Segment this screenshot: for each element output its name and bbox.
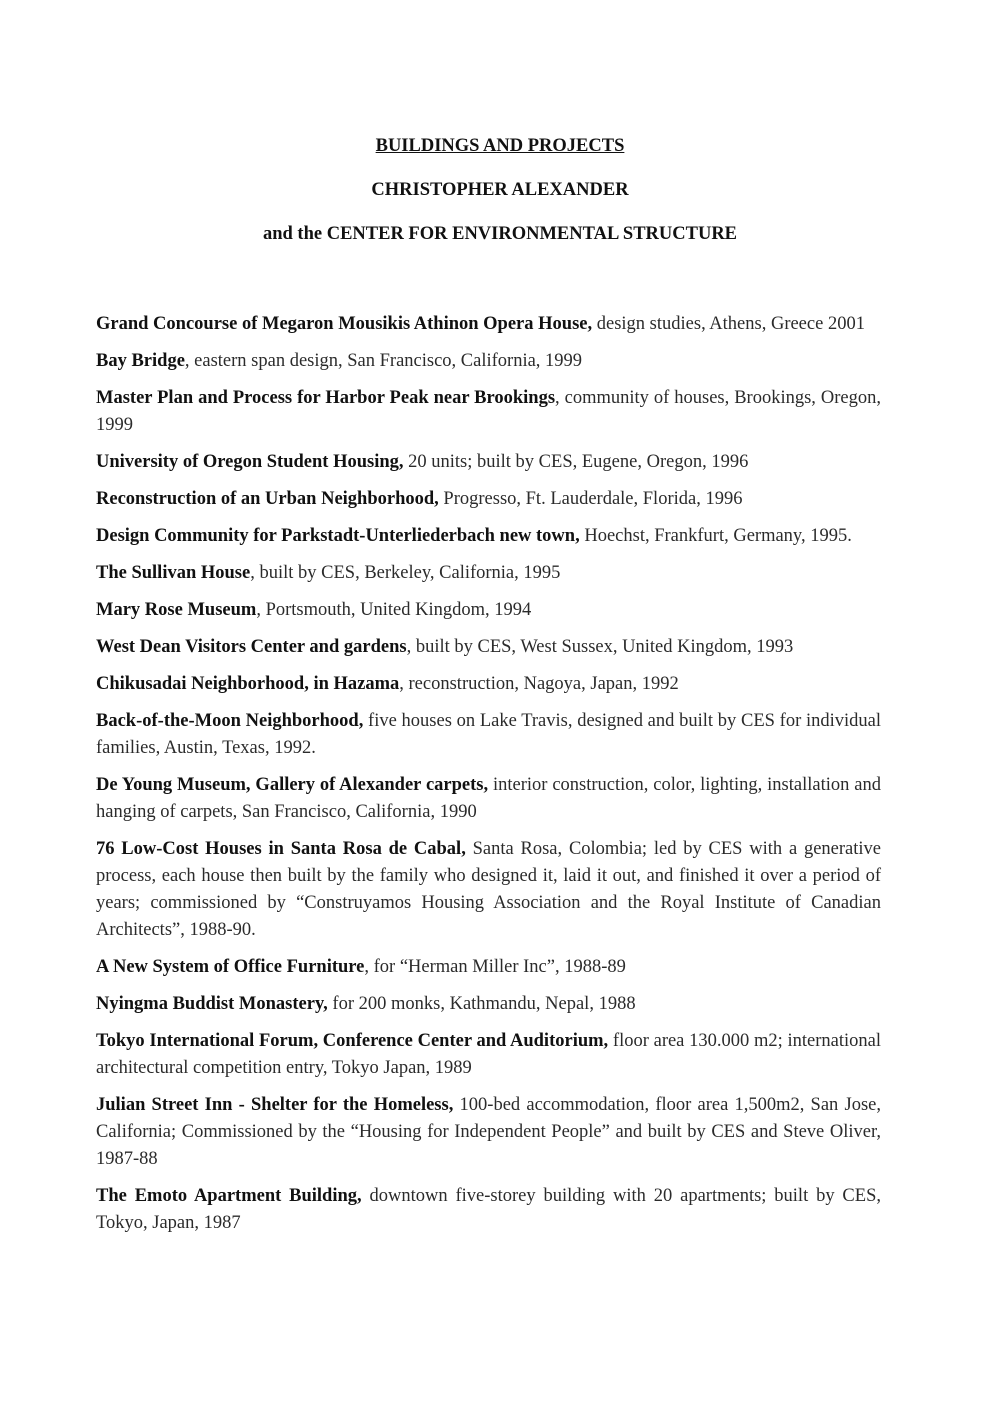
project-description: , for “Herman Miller Inc”, 1988-89 <box>364 957 626 977</box>
project-name: The Sullivan House <box>96 563 251 583</box>
project-name: University of Oregon Student Housing, <box>96 452 404 472</box>
project-name: Grand Concourse of Megaron Mousikis Athinon Opera House, <box>96 314 593 334</box>
project-description: , reconstruction, Nagoya, Japan, 1992 <box>399 674 679 694</box>
project-name: 76 Low-Cost Houses in Santa Rosa de Cabal, <box>96 839 466 859</box>
list-item <box>96 385 881 439</box>
list-item <box>96 1092 881 1173</box>
project-name: West Dean Visitors Center and gardens <box>96 637 407 657</box>
project-name: Reconstruction of an Urban Neighborhood, <box>96 489 439 509</box>
project-name: Nyingma Buddist Monastery, <box>96 994 328 1014</box>
list-item <box>96 311 881 338</box>
project-description: 100-bed accommodation, floor area 1,500m2, San Jose, California; Commissioned by the “Housing for Independent People” and built by CES and Steve Oliver, 1987-88 <box>96 1095 881 1169</box>
project-description: interior construction, color, lighting, installation and hanging of carpets, San Francisco, California, 1990 <box>96 775 881 822</box>
list-item <box>96 772 881 826</box>
list-item <box>96 991 881 1018</box>
project-description: , eastern span design, San Francisco, California, 1999 <box>184 351 583 371</box>
project-name: Design Community for Parkstadt-Unterliederbach new town, <box>96 526 580 546</box>
project-description: , built by CES, Berkeley, California, 1995 <box>250 563 561 583</box>
project-description: Progresso, Ft. Lauderdale, Florida, 1996 <box>438 489 743 509</box>
list-item <box>96 1028 881 1082</box>
project-description: , community of houses, Brookings, Oregon, 1999 <box>96 388 881 435</box>
project-description: floor area 130.000 m2; international architectural competition entry, Tokyo Japan, 1989 <box>96 1031 881 1078</box>
project-description: , Portsmouth, United Kingdom, 1994 <box>256 600 532 620</box>
project-description: for 200 monks, Kathmandu, Nepal, 1988 <box>327 994 636 1014</box>
document-title: BUILDINGS AND PROJECTS <box>375 136 625 156</box>
project-name: Master Plan and Process for Harbor Peak near Brookings <box>96 388 556 408</box>
list-item <box>96 348 881 375</box>
list-item <box>96 1183 881 1237</box>
author-heading: CHRISTOPHER ALEXANDER <box>371 180 629 200</box>
list-item <box>96 671 881 698</box>
list-item <box>96 560 881 587</box>
project-description: Santa Rosa, Colombia; led by CES with a generative process, each house then built by the family who designed it, laid it out, and finished it over a period of years; commissioned by “Construyamos Housing Association and the Royal Institute of Canadian Architects”, 1988-90. <box>96 839 881 940</box>
project-description: five houses on Lake Travis, designed and built by CES for individual families, Austin, Texas, 1992. <box>96 711 881 758</box>
project-name: Bay Bridge <box>96 351 185 371</box>
list-item <box>96 449 881 476</box>
list-item <box>96 486 881 513</box>
projects-list <box>96 311 881 1247</box>
project-name: A New System of Office Furniture <box>96 957 365 977</box>
list-item <box>96 836 881 944</box>
project-description: 20 units; built by CES, Eugene, Oregon, 1996 <box>403 452 749 472</box>
project-description: , built by CES, West Sussex, United Kingdom, 1993 <box>406 637 794 657</box>
project-description: design studies, Athens, Greece 2001 <box>592 314 865 334</box>
list-item <box>96 708 881 762</box>
project-name: De Young Museum, Gallery of Alexander carpets, <box>96 775 489 795</box>
project-name: Tokyo International Forum, Conference Center and Auditorium, <box>96 1031 609 1051</box>
project-description: Hoechst, Frankfurt, Germany, 1995. <box>579 526 852 546</box>
project-name: Mary Rose Museum <box>96 600 257 620</box>
project-name: Chikusadai Neighborhood, in Hazama <box>96 674 400 694</box>
project-name: Julian Street Inn - Shelter for the Homeless, <box>96 1095 454 1115</box>
list-item <box>96 634 881 661</box>
project-description: downtown five-storey building with 20 apartments; built by CES, Tokyo, Japan, 1987 <box>96 1186 881 1233</box>
list-item <box>96 523 881 550</box>
project-name: Back-of-the-Moon Neighborhood, <box>96 711 364 731</box>
project-name: The Emoto Apartment Building, <box>96 1186 362 1206</box>
list-item <box>96 597 881 624</box>
list-item <box>96 954 881 981</box>
organization-heading: and the CENTER FOR ENVIRONMENTAL STRUCTURE <box>262 224 738 244</box>
